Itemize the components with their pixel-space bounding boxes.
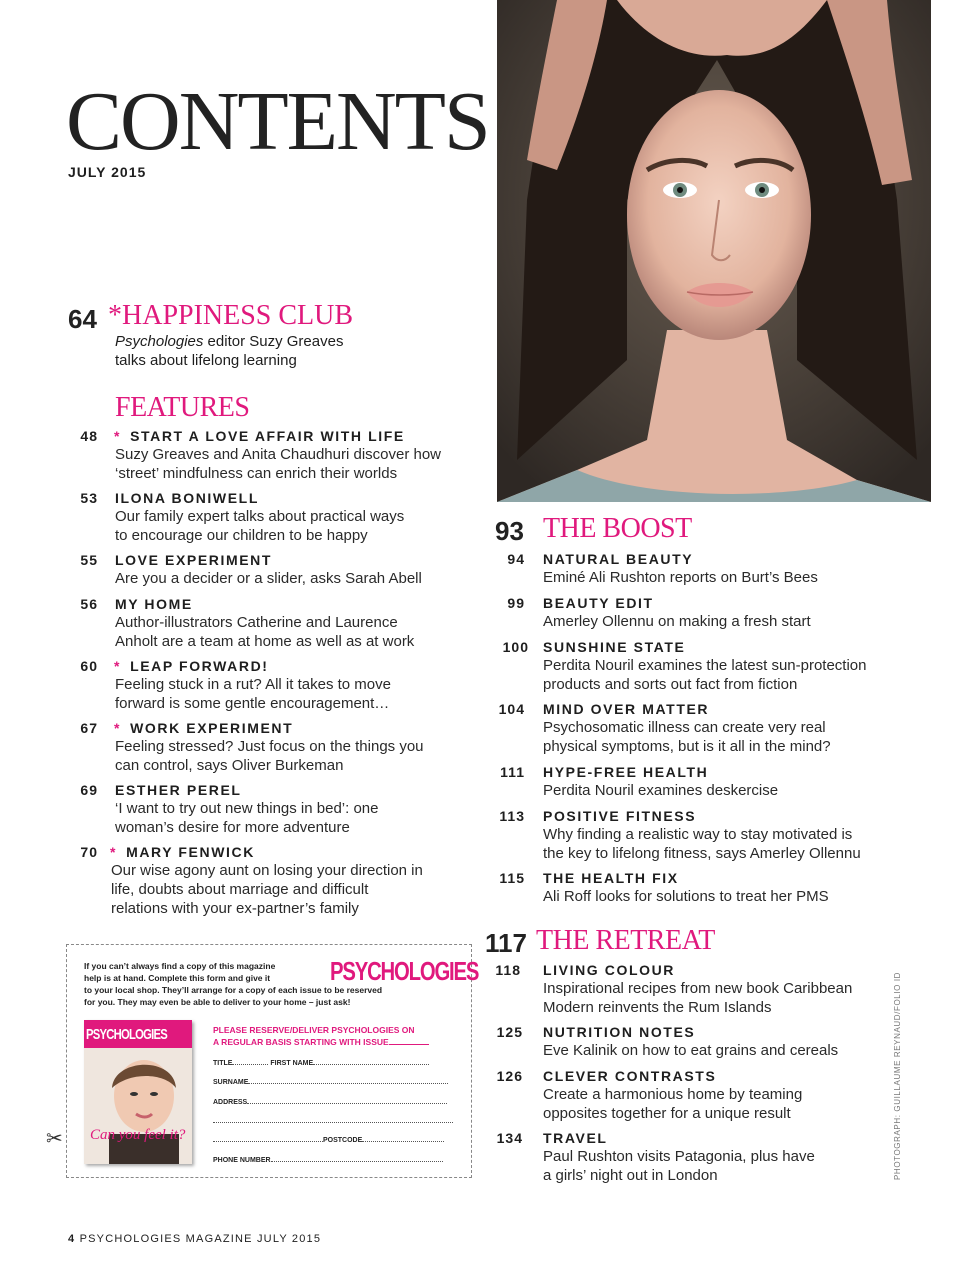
- retreat-item-page: 126: [496, 1068, 523, 1084]
- feature-title: * WORK EXPERIMENT: [114, 720, 294, 736]
- feature-page: 60: [80, 658, 98, 674]
- coupon-reserve-text: PLEASE RESERVE/DELIVER PSYCHOLOGIES ON A REGULAR BASIS STARTING WITH ISSUE: [213, 1024, 429, 1048]
- asterisk-icon: *: [114, 720, 122, 736]
- boost-item-desc: Eminé Ali Rushton reports on Burt’s Bees: [543, 569, 818, 586]
- boost-item-page: 104: [498, 701, 525, 717]
- footer-date: JULY 2015: [256, 1233, 322, 1245]
- address-line-2[interactable]: [213, 1116, 453, 1125]
- boost-item-page: 100: [502, 639, 529, 655]
- cover-story-desc-rest: editor Suzy Greaves: [203, 333, 344, 350]
- retreat-page: 117: [485, 928, 527, 958]
- cover-story-title-text: HAPPINESS CLUB: [122, 300, 354, 331]
- boost-item-page: 115: [499, 870, 525, 886]
- cover-photo: [497, 0, 931, 502]
- footer-magazine: PSYCHOLOGIES MAGAZINE: [79, 1233, 253, 1245]
- feature-page: 48: [80, 428, 98, 444]
- page-footer: [68, 1233, 321, 1245]
- retreat-item-desc: Create a harmonious home by teaming opposites together for a unique result: [543, 1086, 803, 1122]
- postcode-field[interactable]: POSTCODE: [213, 1135, 444, 1144]
- retreat-item-title: LIVING COLOUR: [543, 962, 676, 978]
- feature-title: * MARY FENWICK: [110, 844, 255, 860]
- feature-desc: Author-illustrators Catherine and Laurence Anholt are a team at home as well as at work: [115, 614, 415, 650]
- cover-story-desc-italic: Psychologies: [115, 333, 204, 350]
- feature-desc: ‘I want to try out new things in bed’: one woman’s desire for more adventure: [115, 800, 379, 836]
- boost-item-desc: Psychosomatic illness can create very real physical symptoms, but is it all in the mind?: [543, 719, 831, 755]
- features-heading: FEATURES: [115, 392, 250, 423]
- retreat-item-page: 118: [495, 962, 521, 978]
- feature-title: ILONA BONIWELL: [115, 490, 259, 506]
- boost-item-desc: Why finding a realistic way to stay motivated is the key to lifelong fitness, says Amerley Ollennu: [543, 826, 861, 862]
- coupon-intro: If you can’t always find a copy of this magazine help is at hand. Complete this form and give it to your local shop. They’ll arrange for a copy of each issue to be reserved for you. They may even be able to deliver to your home – just ask!: [84, 961, 383, 1007]
- feature-desc: Our family expert talks about practical ways to encourage our children to be happy: [115, 508, 405, 544]
- cover-story-desc: [115, 332, 343, 370]
- retreat-item-desc: Eve Kalinik on how to eat grains and cereals: [543, 1042, 839, 1059]
- boost-item-title: BEAUTY EDIT: [543, 595, 654, 611]
- portrait-image: [497, 0, 931, 502]
- cover-logo: PSYCHOLOGIES: [86, 1026, 168, 1043]
- photo-credit: [893, 971, 907, 1180]
- boost-item-desc: Ali Roff looks for solutions to treat her PMS: [543, 888, 829, 905]
- feature-desc: Feeling stuck in a rut? All it takes to move forward is some gentle encouragement…: [115, 676, 391, 712]
- boost-item-desc: Perdita Nouril examines the latest sun-protection products and sorts out fact from fiction: [543, 657, 867, 693]
- feature-title: * LEAP FORWARD!: [114, 658, 269, 674]
- asterisk-icon: *: [110, 844, 118, 860]
- magazine-cover-thumbnail: [84, 1020, 192, 1164]
- feature-page: 70: [80, 844, 98, 860]
- title-field[interactable]: TITLE FIRST NAME: [213, 1058, 429, 1067]
- retreat-item-title: NUTRITION NOTES: [543, 1024, 696, 1040]
- boost-item-title: POSITIVE FITNESS: [543, 808, 697, 824]
- retreat-item-title: TRAVEL: [543, 1130, 608, 1146]
- feature-desc: Suzy Greaves and Anita Chaudhuri discover how ‘street’ mindfulness can enrich their worlds: [115, 446, 442, 482]
- surname-field[interactable]: SURNAME: [213, 1077, 448, 1086]
- feature-desc: Feeling stressed? Just focus on the things you can control, says Oliver Burkeman: [115, 738, 424, 774]
- feature-title: ESTHER PEREL: [115, 782, 242, 798]
- boost-item-desc: Perdita Nouril examines deskercise: [543, 782, 779, 799]
- boost-item-page: 99: [507, 595, 525, 611]
- feature-page: 56: [80, 596, 98, 612]
- cover-story-desc-line2: talks about lifelong learning: [115, 352, 297, 369]
- issue-date: JULY 2015: [68, 164, 147, 180]
- cover-story-title: [108, 300, 353, 332]
- page-title: CONTENTS: [66, 75, 489, 168]
- address-field[interactable]: ADDRESS: [213, 1097, 447, 1106]
- phone-field[interactable]: PHONE NUMBER: [213, 1155, 443, 1164]
- boost-item-desc: Amerley Ollennu on making a fresh start: [543, 613, 811, 630]
- boost-item-title: NATURAL BEAUTY: [543, 551, 694, 567]
- retreat-item-desc: Paul Rushton visits Patagonia, plus have a girls’ night out in London: [543, 1148, 815, 1184]
- boost-item-page: 94: [507, 551, 525, 567]
- retreat-heading: THE RETREAT: [536, 925, 715, 956]
- scissors-icon: ✂: [46, 1128, 63, 1150]
- feature-title: MY HOME: [115, 596, 193, 612]
- feature-desc: Are you a decider or a slider, asks Sarah Abell: [115, 570, 422, 587]
- photo-credit-text: PHOTOGRAPH: GUILLAUME REYNAUD/FOLIO ID: [893, 971, 902, 1180]
- feature-title: * START A LOVE AFFAIR WITH LIFE: [114, 428, 405, 444]
- feature-page: 67: [80, 720, 98, 736]
- retreat-item-page: 125: [496, 1024, 523, 1040]
- coupon-logo: PSYCHOLOGIES: [330, 956, 479, 986]
- boost-item-page: 113: [499, 808, 525, 824]
- feature-page: 53: [80, 490, 98, 506]
- asterisk-icon: *: [108, 300, 122, 331]
- boost-item-page: 111: [500, 764, 525, 780]
- boost-item-title: HYPE-FREE HEALTH: [543, 764, 709, 780]
- boost-item-title: THE HEALTH FIX: [543, 870, 679, 886]
- cover-tagline: Can you feel it?: [90, 1127, 186, 1143]
- feature-desc: Our wise agony aunt on losing your direction in life, doubts about marriage and difficult relations with your ex-partner’s family: [111, 862, 423, 917]
- boost-item-title: MIND OVER MATTER: [543, 701, 710, 717]
- boost-page: 93: [495, 516, 524, 546]
- feature-page: 55: [80, 552, 98, 568]
- feature-page: 69: [80, 782, 98, 798]
- footer-page-number: 4: [68, 1233, 76, 1245]
- asterisk-icon: *: [114, 658, 122, 674]
- retreat-item-desc: Inspirational recipes from new book Caribbean Modern reinvents the Rum Islands: [543, 980, 853, 1016]
- boost-heading: THE BOOST: [543, 513, 692, 544]
- retreat-item-page: 134: [496, 1130, 523, 1146]
- cover-story-page: 64: [68, 304, 97, 334]
- cover-face-image: [84, 1048, 192, 1164]
- feature-title: LOVE EXPERIMENT: [115, 552, 273, 568]
- boost-item-title: SUNSHINE STATE: [543, 639, 686, 655]
- asterisk-icon: *: [114, 428, 122, 444]
- retreat-item-title: CLEVER CONTRASTS: [543, 1068, 717, 1084]
